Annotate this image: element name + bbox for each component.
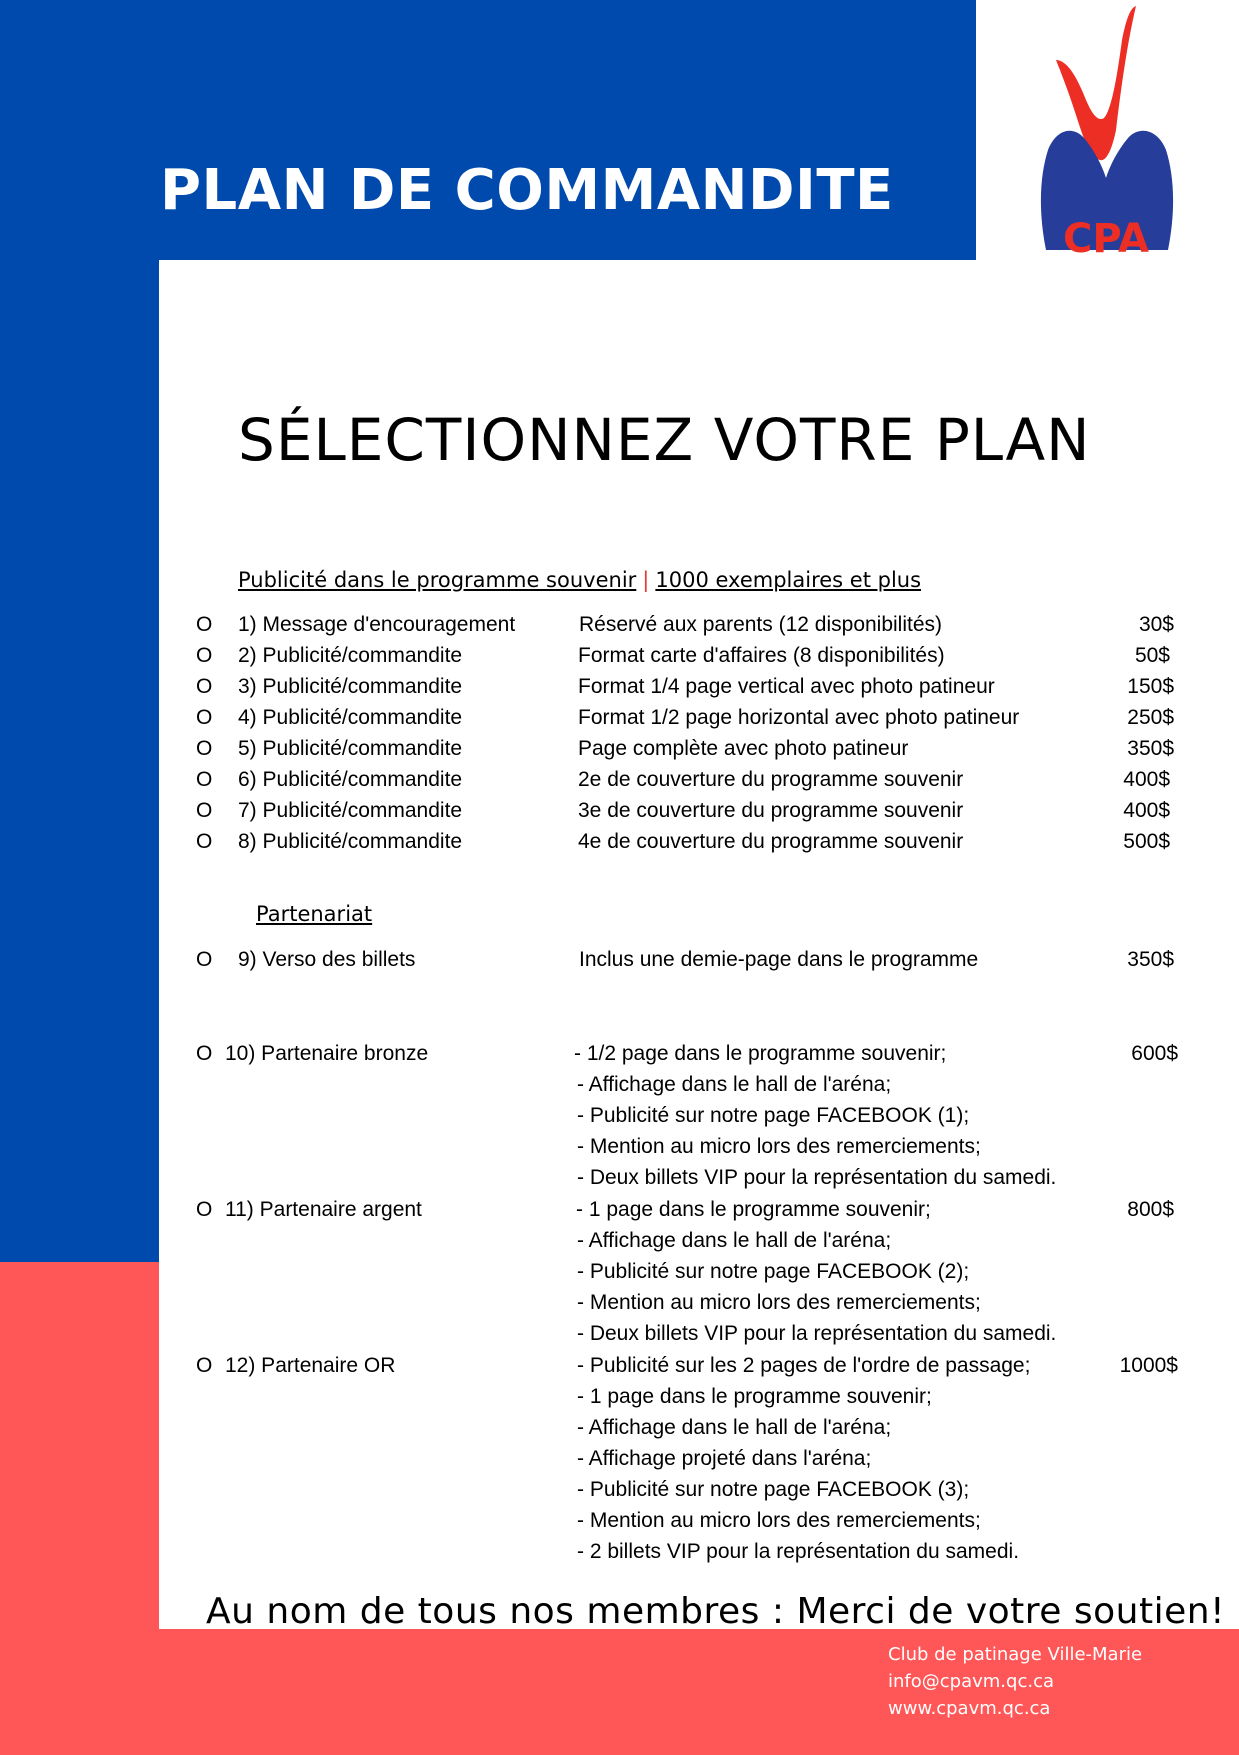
email-link[interactable]: info@cpavm.qc.ca	[888, 1671, 1054, 1692]
item-name: 12) Partenaire OR	[225, 1354, 396, 1377]
section-heading-partner: Partenariat	[256, 902, 373, 926]
footer-thanks: Au nom de tous nos membres : Merci de votre soutien!	[206, 1591, 1226, 1632]
option-marker[interactable]: O	[196, 675, 213, 698]
benefit-line: - 2 billets VIP pour la représentation du samedi.	[577, 1540, 1020, 1563]
benefit-line: - Affichage dans le hall de l'aréna;	[577, 1229, 892, 1252]
item-price: 600$	[1131, 1042, 1178, 1065]
item-desc: Inclus une demie-page dans le programme	[579, 948, 979, 971]
item-price: 350$	[1127, 948, 1174, 971]
option-marker[interactable]: O	[196, 1354, 213, 1377]
option-marker[interactable]: O	[196, 799, 213, 822]
benefit-line: - 1 page dans le programme souvenir;	[576, 1198, 931, 1221]
heading-separator: |	[642, 568, 650, 592]
item-name: 2) Publicité/commandite	[238, 644, 463, 667]
main-title: SÉLECTIONNEZ VOTRE PLAN	[238, 406, 1091, 474]
item-name: 8) Publicité/commandite	[238, 830, 463, 853]
section-heading-program-right: 1000 exemplaires et plus	[655, 568, 922, 592]
benefit-line: - Affichage dans le hall de l'aréna;	[577, 1073, 892, 1096]
item-desc: Format carte d'affaires (8 disponibilités)	[578, 644, 945, 667]
item-desc: 3e de couverture du programme souvenir	[578, 799, 964, 822]
section-heading-program	[238, 565, 921, 595]
item-name: 6) Publicité/commandite	[238, 768, 463, 791]
item-desc: Réservé aux parents (12 disponibilités)	[579, 613, 943, 636]
contact-block	[888, 1641, 1142, 1722]
benefit-line: - Publicité sur notre page FACEBOOK (2);	[577, 1260, 970, 1283]
item-price: 400$	[1123, 799, 1170, 822]
item-price: 250$	[1127, 706, 1174, 729]
item-name: 4) Publicité/commandite	[238, 706, 463, 729]
item-desc: Format 1/2 page horizontal avec photo patineur	[578, 706, 1020, 729]
benefit-line: - Publicité sur notre page FACEBOOK (3);	[577, 1478, 970, 1501]
item-desc: 2e de couverture du programme souvenir	[578, 768, 964, 791]
item-price: 500$	[1123, 830, 1170, 853]
option-marker[interactable]: O	[196, 1198, 213, 1221]
benefit-line: - Publicité sur notre page FACEBOOK (1);	[577, 1104, 970, 1127]
option-marker[interactable]: O	[196, 737, 213, 760]
item-price: 800$	[1127, 1198, 1174, 1221]
item-desc: 4e de couverture du programme souvenir	[578, 830, 964, 853]
benefit-line: - Mention au micro lors des remerciements;	[577, 1509, 981, 1532]
item-price: 50$	[1134, 644, 1170, 667]
item-price: 1000$	[1119, 1354, 1178, 1377]
benefit-line: - Mention au micro lors des remerciements;	[577, 1291, 981, 1314]
logo-text: CPA	[1063, 216, 1149, 260]
item-name: 1) Message d'encouragement	[238, 613, 516, 636]
option-marker[interactable]: O	[196, 613, 213, 636]
item-price: 30$	[1138, 613, 1174, 636]
benefit-line: - Mention au micro lors des remerciements;	[577, 1135, 981, 1158]
item-name: 7) Publicité/commandite	[238, 799, 463, 822]
item-name: 5) Publicité/commandite	[238, 737, 463, 760]
option-marker[interactable]: O	[196, 830, 213, 853]
item-name: 3) Publicité/commandite	[238, 675, 463, 698]
item-desc: Format 1/4 page vertical avec photo patineur	[578, 675, 995, 698]
item-desc: Page complète avec photo patineur	[578, 737, 909, 760]
page-header-title: PLAN DE COMMANDITE	[160, 158, 894, 223]
club-name: Club de patinage Ville-Marie	[888, 1644, 1143, 1665]
benefit-line: - 1/2 page dans le programme souvenir;	[574, 1042, 947, 1065]
option-marker[interactable]: O	[196, 768, 213, 791]
option-marker[interactable]: O	[196, 706, 213, 729]
website-link[interactable]: www.cpavm.qc.ca	[888, 1698, 1051, 1719]
benefit-line: - Affichage projeté dans l'aréna;	[577, 1447, 872, 1470]
benefit-line: - Publicité sur les 2 pages de l'ordre de passage;	[577, 1354, 1031, 1377]
left-blue-band	[0, 0, 159, 1262]
item-price: 350$	[1127, 737, 1174, 760]
option-marker[interactable]: O	[196, 1042, 213, 1065]
benefit-line: - 1 page dans le programme souvenir;	[577, 1385, 932, 1408]
benefit-line: - Deux billets VIP pour la représentation du samedi.	[577, 1166, 1057, 1189]
item-price: 150$	[1127, 675, 1174, 698]
cpa-logo	[1018, 0, 1188, 260]
option-marker[interactable]: O	[196, 644, 213, 667]
option-marker[interactable]: O	[196, 948, 213, 971]
item-name: 10) Partenaire bronze	[225, 1042, 429, 1065]
item-name: 9) Verso des billets	[238, 948, 416, 971]
benefit-line: - Deux billets VIP pour la représentation du samedi.	[577, 1322, 1057, 1345]
section-heading-program-left: Publicité dans le programme souvenir	[238, 568, 637, 592]
benefit-line: - Affichage dans le hall de l'aréna;	[577, 1416, 892, 1439]
item-name: 11) Partenaire argent	[225, 1198, 422, 1221]
item-price: 400$	[1123, 768, 1170, 791]
